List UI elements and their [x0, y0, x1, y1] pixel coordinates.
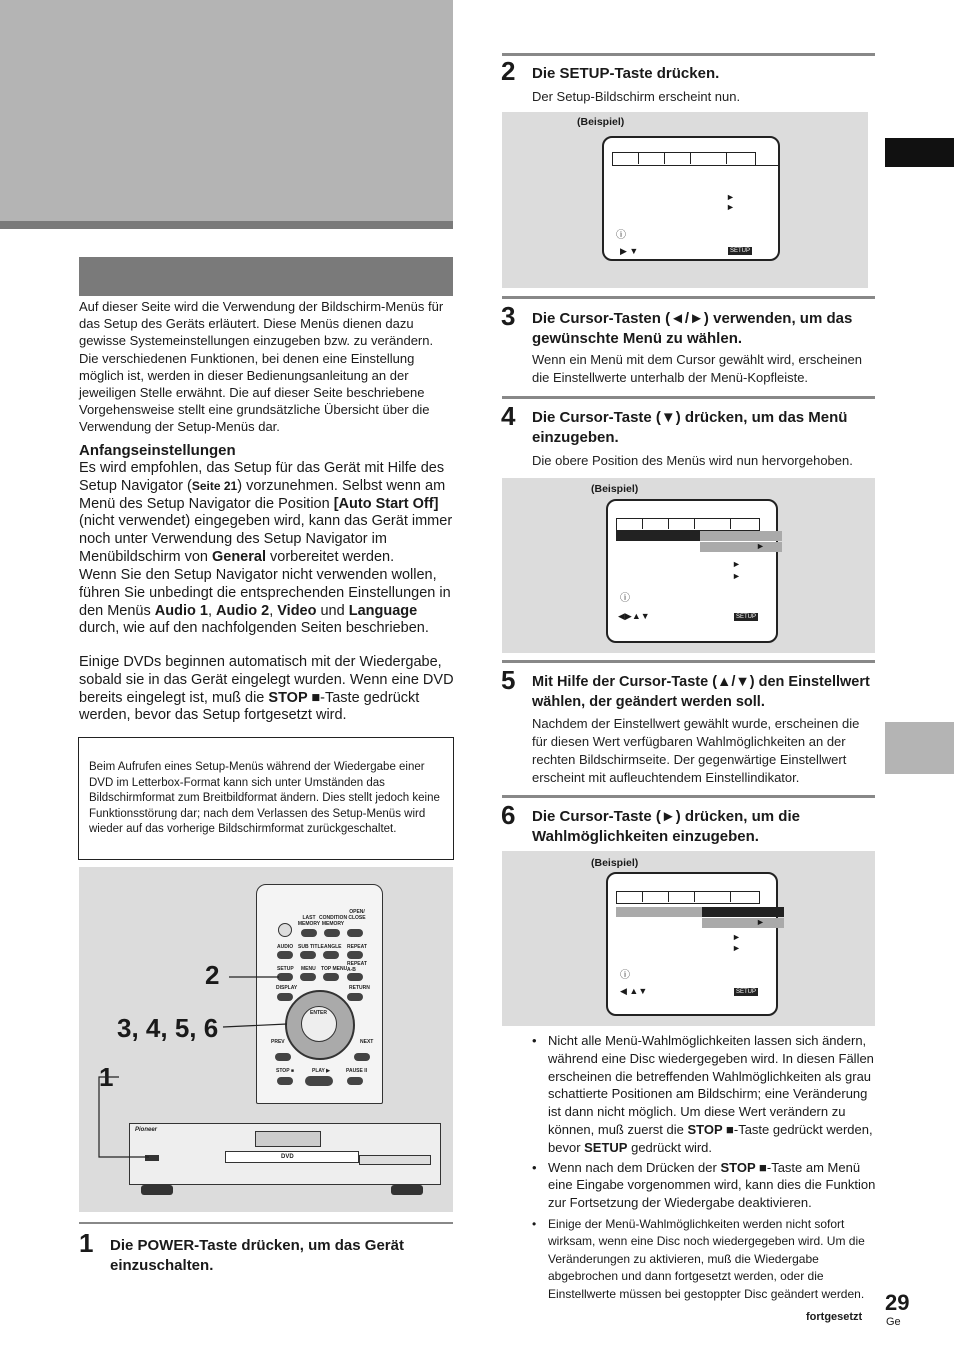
header-gray-block — [0, 0, 453, 221]
page-language: Ge — [886, 1316, 901, 1328]
bullet-item: • Nicht alle Menü-Wahlmöglichkeiten lassen sich ändern, während eine Disc wiedergegeben wird. In diesen Fällen erscheinen die betreffenden Wahlmöglichkeiten als grau schattierte Positionen am Bildschirm; eine Veränderung ist dann nicht möglich. Um diese Wert verändern zu können, muß zuerst die STOP ■-Taste gedrückt werden, bevor SETUP gedrückt wird. — [532, 1033, 874, 1155]
example-screen-3 — [502, 851, 875, 1026]
step4-rule — [502, 396, 875, 399]
step2-desc: Der Setup-Bildschirm erscheint nun. — [532, 89, 741, 104]
page-number: 29 — [885, 1290, 910, 1315]
step6-rule — [502, 795, 875, 798]
tv-screen-3 — [606, 872, 778, 1016]
example-label-3: (Beispiel) — [591, 857, 639, 869]
remote-illustration — [79, 867, 453, 1212]
stop-label: STOP ■ — [276, 1068, 294, 1074]
note-box — [78, 737, 454, 860]
player-dvd-logo: DVD — [281, 1154, 294, 1160]
anfang-paragraph-2: Wenn Sie den Setup Navigator nicht verwenden wollen, führen Sie unbedingt die entsprechenden Einstellungen in den Menüs Audio 1, Audio 2, Video und Language durch, wie auf den nachfolgenden Seiten beschrieben. — [79, 567, 451, 637]
tv-screen-2 — [606, 499, 778, 643]
nav-icons-1: ▶ ▼ — [620, 246, 639, 256]
callout-lines — [79, 867, 453, 1212]
last-memory-label: LAST MEMORY — [297, 915, 321, 927]
note-text: Beim Aufrufen eines Setup-Menüs während der Wiedergabe einer DVD im Letterbox-Format kann sich unter Umständen das Bildschirmformat zum Breitbildformat ändern. Dies stellt jedoch keine Funktionsstörung dar; nach dem Verlassen des Setup-Menüs wird wieder auf das vorherige Bildschirmformat zurückgeschaltet. — [89, 761, 440, 836]
general-ref: General — [211, 548, 266, 565]
angle-label: ANGLE — [324, 944, 342, 950]
menu-bar-1-divider — [664, 152, 665, 164]
step3-rule — [502, 296, 875, 299]
step5-title: Mit Hilfe der Cursor-Taste (▲/▼) den Einstellwert wählen, der geändert werden soll. — [532, 674, 870, 710]
highlight-value-3 — [702, 907, 784, 917]
menu-label: MENU — [301, 966, 316, 972]
next-label: NEXT — [360, 1039, 374, 1045]
step4-title: Die Cursor-Taste (▼) drücken, um das Menü einzugeben. — [532, 409, 848, 446]
step1-rule — [79, 1222, 453, 1224]
condition-memory-label: CONDITION MEMORY — [319, 915, 348, 927]
anfang-paragraph-1: Es wird empfohlen, das Setup für das Gerät mit Hilfe des Setup Navigator (Seite 21) vorzunehmen. Selbst wenn am Menü des Setup Navigator die Position [Auto Start Off] (nicht verwendet) eingegeben wird, kann das Gerät immer noch unter Verwendung des Setup Navigator im Menübildschirm von General vorbereitet werden. — [79, 460, 453, 565]
arrow-3b: ► — [732, 932, 741, 942]
value-row-2a — [700, 531, 782, 541]
play-label: PLAY ▶ — [312, 1068, 331, 1074]
menu-bar-2-divider — [642, 518, 643, 529]
setup-tag-3: SETUP — [736, 989, 757, 995]
display-label: DISPLAY — [276, 985, 298, 991]
menu-bar-3-divider — [730, 891, 731, 902]
highlight-row-2 — [616, 531, 700, 541]
intro-paragraph: Auf dieser Seite wird die Verwendung der Bildschirm-Menüs für das Setup des Geräts erläutert. Diese Menüs dienen dazu gewisse Systemeinstellungen einzugeben bzw. zu verändern. Die verschiedenen Funktionen, bei denen eine Einstellung möglich ist, werden in dieser Bedienungsanleitung an der jeweiligen Stelle erwähnt. Die auf dieser Seite beschriebene Vorgehensweise stellt eine grundsätzliche Übersicht über die Verwendung der Setup-Menüs dar. — [79, 299, 444, 435]
open-close-label: OPEN/ CLOSE — [348, 909, 366, 921]
menu-bar-2-divider — [730, 518, 731, 529]
seite-ref: Seite 21 — [191, 478, 238, 493]
return-label: RETURN — [349, 985, 370, 991]
sub-title-label: SUB TITLE — [298, 944, 324, 950]
menu-bar-1-divider — [726, 152, 727, 164]
value-row-2b — [700, 542, 782, 552]
repeat-label: REPEAT — [347, 944, 367, 950]
menu-bar-3-divider — [642, 891, 643, 902]
step6-title: Die Cursor-Taste (►) drücken, um die Wahlmöglichkeiten einzugeben. — [532, 808, 800, 845]
arrow-1a: ► — [726, 192, 735, 202]
value-row-3b — [702, 918, 784, 928]
side-tab-dark — [885, 138, 954, 167]
callout-3456: 3, 4, 5, 6 — [117, 1013, 219, 1043]
info-icon-3: ⓘ — [620, 970, 630, 981]
enter-label: ENTER — [310, 1010, 327, 1016]
tv-screen-1 — [602, 136, 780, 261]
menu-bar-2-divider — [668, 518, 669, 529]
step5-desc: Nachdem der Einstellwert gewählt wurde, erscheinen die für diesen Wert verfügbaren Wahlmöglichkeiten an der rechten Bildschirmseite. Der gegenwärtige Einstellwert erscheint mit aufleuchtendem Einstellindikator. — [532, 716, 860, 785]
menu-bar-3-divider — [694, 891, 695, 902]
anfang-paragraph-3: Einige DVDs beginnen automatisch mit der Wiedergabe, sobald sie in das Gerät eingelegt wurden. Wenn eine DVD bereits eingelegt ist, muß die STOP ■-Taste gedrückt werden, bevor das Setup fortgesetzt wird. — [79, 654, 454, 724]
example-label-2: (Beispiel) — [591, 483, 639, 495]
example-screen-2 — [502, 478, 875, 653]
setup-tag-2: SETUP — [736, 614, 757, 620]
anfang-heading: Anfangseinstellungen — [79, 442, 236, 459]
step3-title: Die Cursor-Tasten (◄/►) verwenden, um das gewünschte Menü zu wählen. — [532, 310, 853, 347]
menu-bar-1-divider — [690, 152, 691, 164]
arrow-3c: ► — [732, 943, 741, 953]
menu-bar-2-divider — [694, 518, 695, 529]
info-icon-1: ⓘ — [616, 230, 626, 241]
nav-icons-2: ◀▶▲▼ — [618, 611, 650, 621]
bullet-item: • Wenn nach dem Drücken der STOP ■-Taste am Menü eine Eingabe vorgenommen wird, kann dies die Funktion zur Fortsetzung der Wiedergabe deaktivieren. — [532, 1159, 876, 1211]
step1-title: Die POWER-Taste drücken, um das Gerät einzuschalten. — [110, 1237, 404, 1274]
menu-bar-1-divider — [638, 152, 639, 164]
menu-bar-3-divider — [668, 891, 669, 902]
menu-bar-3 — [616, 891, 760, 904]
setup-label: SETUP — [277, 966, 294, 972]
step5-number: 5 — [501, 665, 516, 695]
step2-number: 2 — [501, 56, 516, 86]
header-rule — [0, 221, 453, 229]
arrow-2b: ► — [732, 559, 741, 569]
arrow-3a: ► — [756, 917, 765, 927]
repeat-ab-label: REPEAT A-B — [347, 961, 367, 973]
step2-rule — [502, 53, 875, 56]
arrow-1b: ► — [726, 202, 735, 212]
selected-row-3 — [616, 907, 702, 917]
callout-1: 1 — [99, 1062, 114, 1092]
setup-tag-1: SETUP — [730, 248, 751, 254]
step3-desc: Wenn ein Menü mit dem Cursor gewählt wird, erscheinen die Einstellwerte unterhalb der Menü-Kopfleiste. — [532, 352, 862, 385]
step4-number: 4 — [501, 401, 516, 431]
step4-desc: Die obere Position des Menüs wird nun hervorgehoben. — [532, 453, 853, 468]
menu-bar-1 — [612, 152, 756, 166]
player-brand: Pioneer — [135, 1127, 158, 1133]
prev-label: PREV — [271, 1039, 285, 1045]
example-label-1: (Beispiel) — [577, 116, 625, 128]
menu-bar-2 — [616, 518, 760, 531]
step6-number: 6 — [501, 800, 516, 830]
step5-rule — [502, 660, 875, 663]
notes-list — [532, 1032, 877, 1303]
arrow-2a: ► — [756, 541, 765, 551]
callout-2: 2 — [205, 960, 220, 990]
info-icon-2: ⓘ — [620, 593, 630, 604]
auto-start-off: [Auto Start Off] — [333, 495, 439, 512]
step2-title: Die SETUP-Taste drücken. — [532, 65, 720, 82]
arrow-2c: ► — [732, 571, 741, 581]
section-heading-bar — [79, 257, 453, 296]
step3-number: 3 — [501, 301, 516, 331]
fortgesetzt-label: fortgesetzt — [806, 1311, 863, 1323]
audio-label: AUDIO — [277, 944, 294, 950]
menu-underline-1 — [612, 165, 780, 166]
top-menu-label: TOP MENU — [321, 966, 348, 972]
example-screen-1 — [502, 112, 868, 288]
step1-number: 1 — [79, 1228, 94, 1258]
nav-icons-3: ◀ ▲▼ — [620, 986, 648, 996]
bullet-item: • Einige der Menü-Wahlmöglichkeiten werden nicht sofort wirksam, wenn eine Disc noch wiedergegeben wird. Um die Veränderungen zu aktivieren, muß die Wiedergabe abgebrochen und dann fortgesetzt werden, oder die Einstellwerte müssen bei gestoppter Disc geändert werden. — [532, 1216, 865, 1301]
pause-label: PAUSE II — [346, 1068, 368, 1074]
side-tab-gray — [885, 722, 954, 774]
